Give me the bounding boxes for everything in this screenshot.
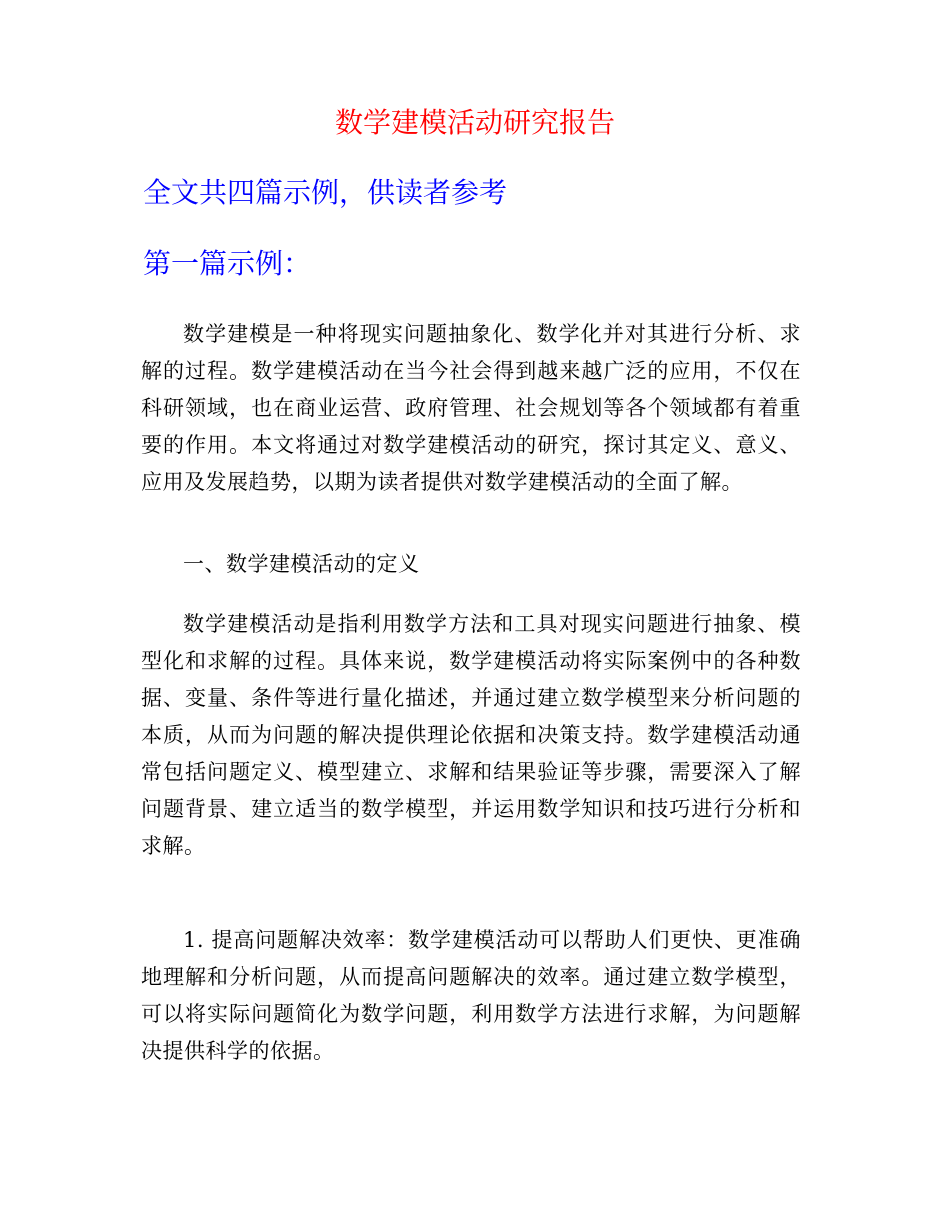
first-example-heading: 第一篇示例： <box>143 247 312 280</box>
intro-paragraph: 数学建模是一种将现实问题抽象化、数学化并对其进行分析、求解的过程。数学建模活动在当今社会得到越来越广泛的应用，不仅在科研领域，也在商业运营、政府管理、社会规划等各个领域都有着重要的作用。本文将通过对数学建模活动的研究，探讨其定义、意义、应用及发展趋势，以期为读者提供对数学建模活动的全面了解。 <box>141 322 801 494</box>
intro-heading: 全文共四篇示例，供读者参考 <box>143 176 508 209</box>
section-heading-definition: 一、数学建模活动的定义 <box>183 552 420 576</box>
definition-paragraph: 数学建模活动是指利用数学方法和工具对现实问题进行抽象、模型化和求解的过程。具体来说，数学建模活动将实际案例中的各种数据、变量、条件等进行量化描述，并通过建立数学模型来分析问题的本质，从而为问题的解决提供理论依据和决策支持。数学建模活动通常包括问题定义、模型建立、求解和结果验证等步骤，需要深入了解问题背景、建立适当的数学模型，并运用数学知识和技巧进行分析和求解。 <box>141 612 801 858</box>
document-title: 数学建模活动研究报告 <box>334 106 615 139</box>
efficiency-paragraph: 1. 提高问题解决效率：数学建模活动可以帮助人们更快、更准确地理解和分析问题，从而提高问题解决的效率。通过建立数学模型，可以将实际问题简化为数学问题，利用数学方法进行求解，为问题解决提供科学的依据。 <box>141 928 801 1063</box>
